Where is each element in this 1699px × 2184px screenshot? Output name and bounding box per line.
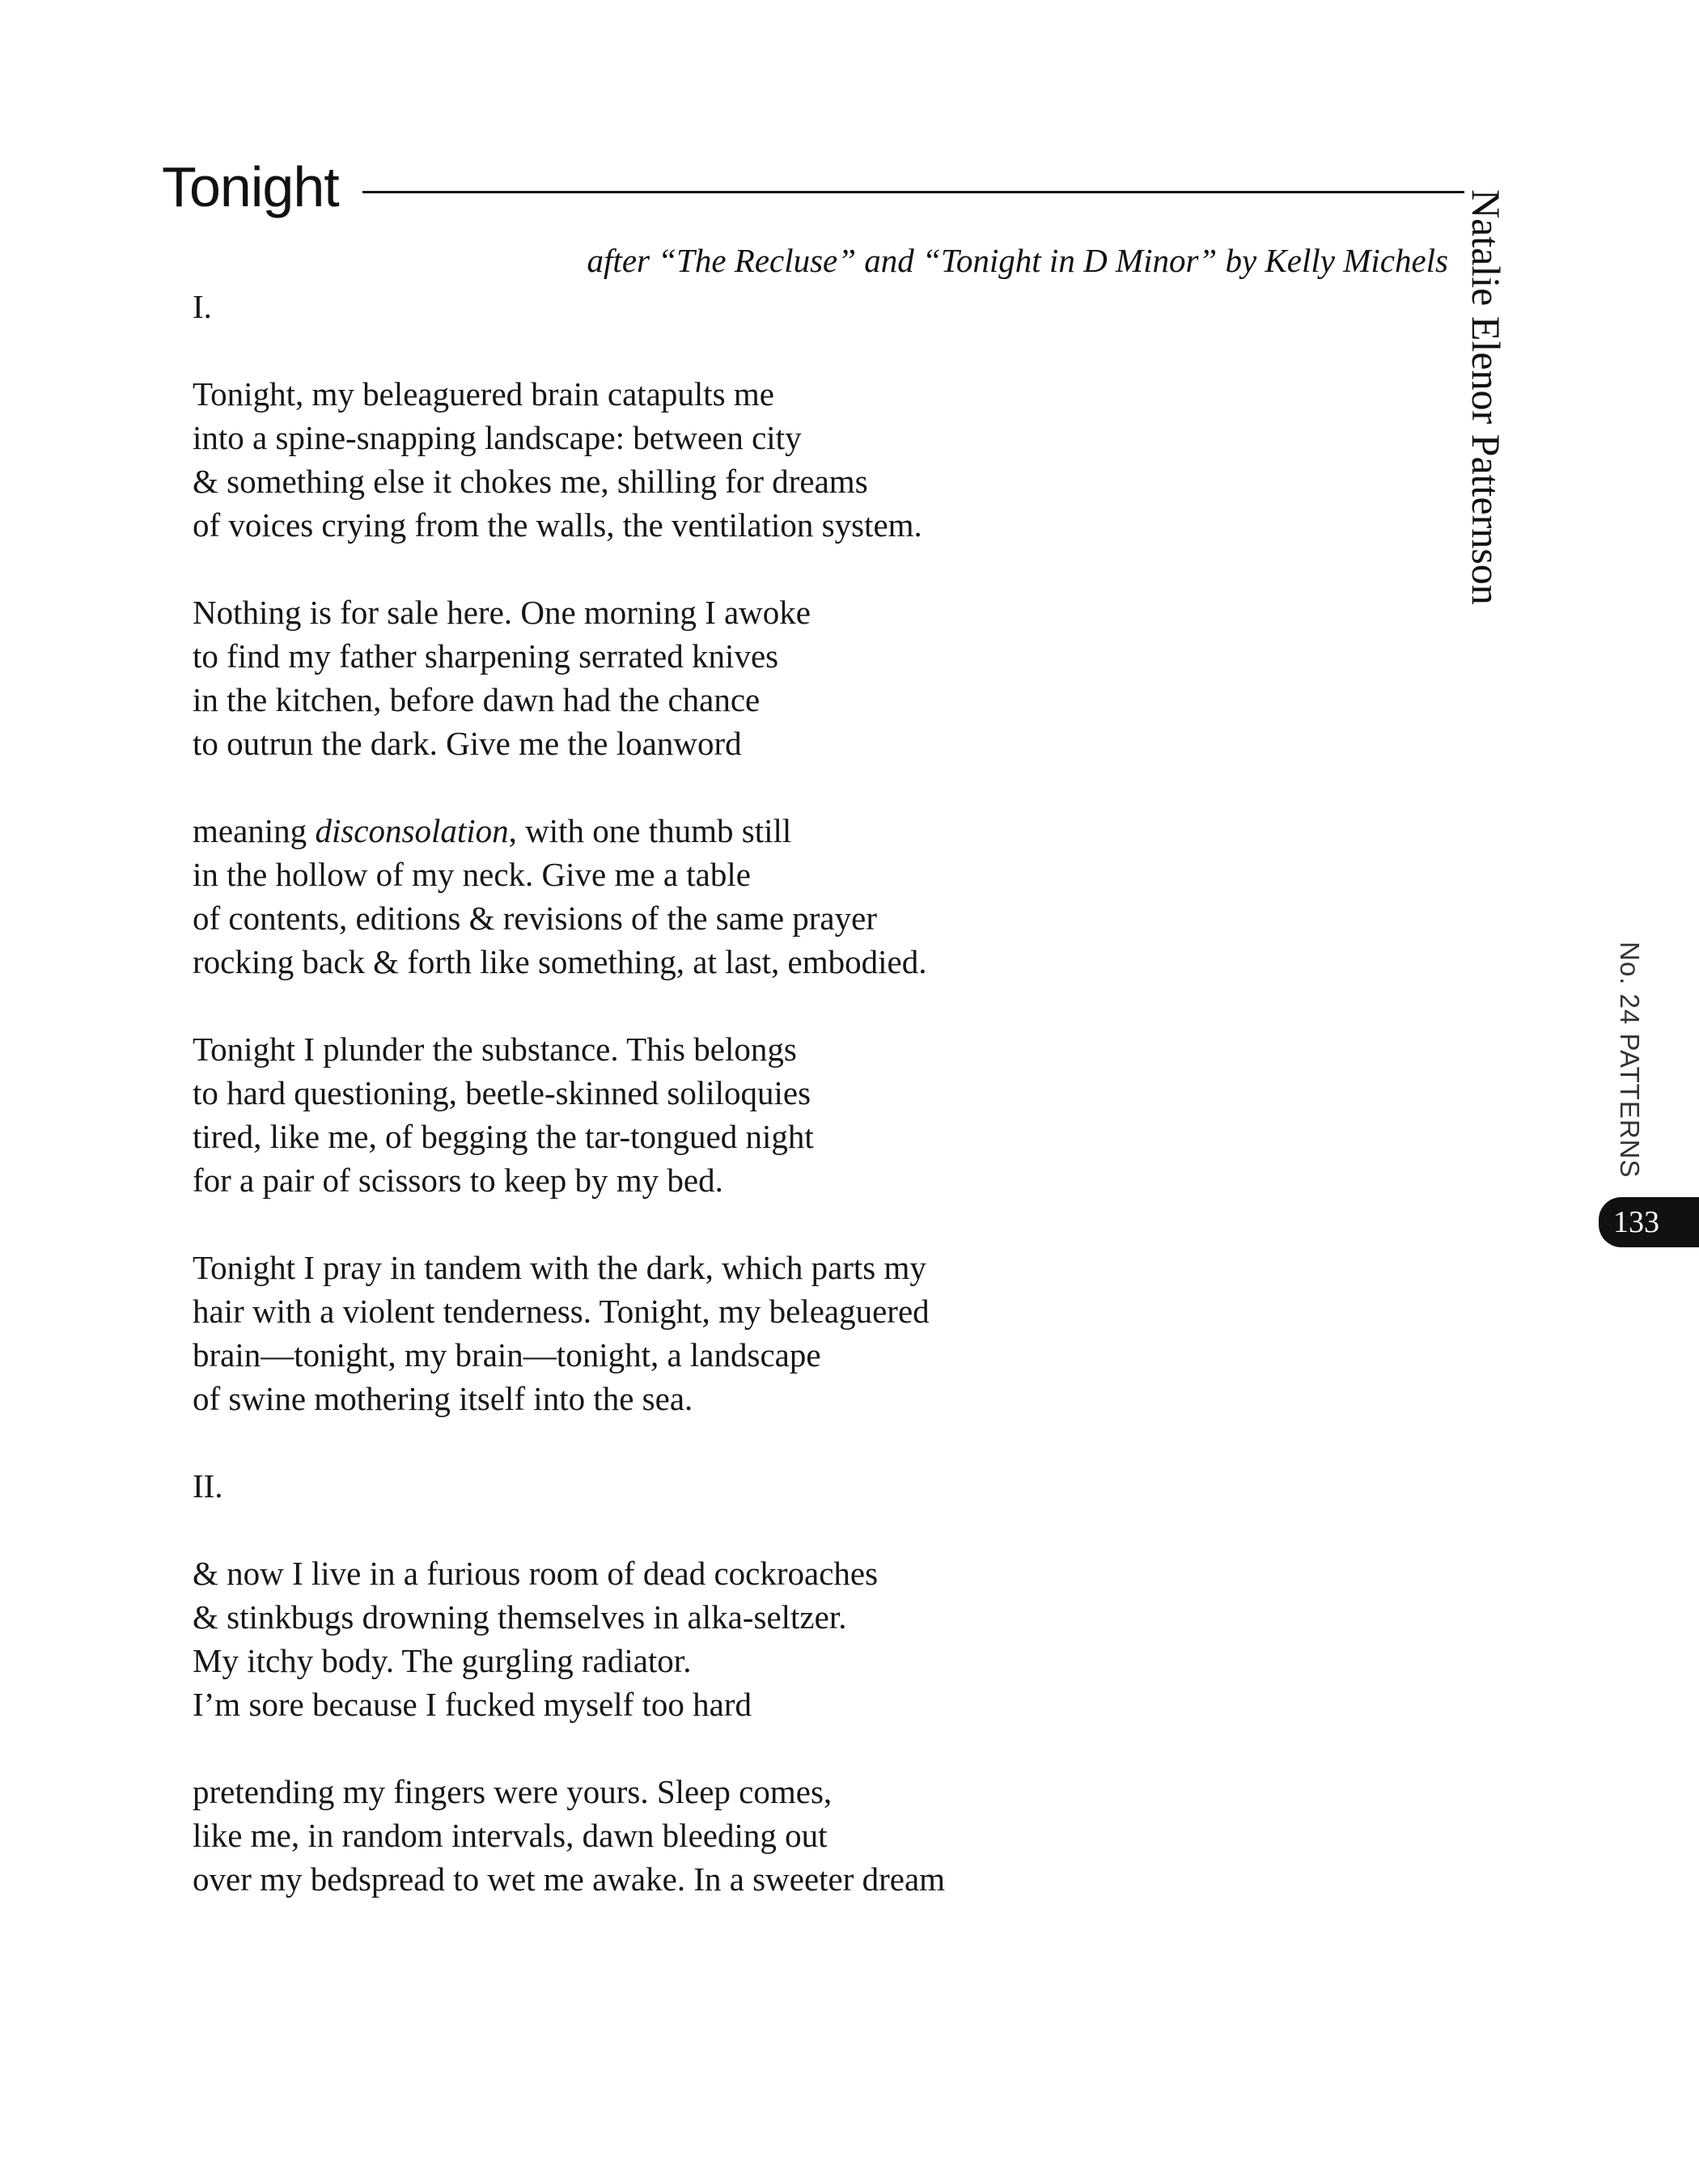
title-rule [362,191,1464,193]
poem-line: for a pair of scissors to keep by my bed. [193,1162,723,1199]
poem-line: Tonight I pray in tandem with the dark, which parts my [193,1249,926,1286]
epigraph: after “The Recluse” and “Tonight in D Minor” by Kelly Michels [587,242,1448,279]
poem-line: pretending my fingers were yours. Sleep comes, [193,1773,833,1810]
poem-line: of contents, editions & revisions of the same prayer [193,899,877,937]
author-name: Natalie Elenor Patternson [1464,189,1509,605]
poem-line: tired, like me, of begging the tar-tongued night [193,1118,814,1155]
stanza-break [193,1726,1406,1770]
poem-line: Tonight, my beleaguered brain catapults me [193,375,774,413]
poem-line: to hard questioning, beetle-skinned soliloquies [193,1074,811,1111]
issue-label: No. 24 PATTERNS [1615,942,1645,1179]
poem-line: My itchy body. The gurgling radiator. [193,1642,692,1679]
poem-line: Nothing is for sale here. One morning I awoke [193,594,811,631]
poem-line: into a spine-snapping landscape: between city [193,419,802,456]
stanza-break [193,984,1406,1027]
poem-line [193,809,1406,853]
italic-word: disconsolation [315,812,509,849]
section-heading-1: I. [193,288,212,325]
stanza-4 [193,1027,1406,1202]
stanza-5 [193,1246,1406,1420]
poem-line: brain—tonight, my brain—tonight, a landscape [193,1336,821,1373]
poem-line: over my bedspread to wet me awake. In a sweeter dream [193,1860,946,1898]
poem-line: like me, in random intervals, dawn bleeding out [193,1817,828,1854]
poem-text: , with one thumb still [508,812,792,849]
stanza-7 [193,1770,1406,1901]
stanza-break [193,547,1406,590]
poem-line: rocking back & forth like something, at last, embodied. [193,943,927,980]
poem-line: I’m sore because I fucked myself too hard [193,1686,752,1723]
poem-body [193,285,1406,1901]
poem-line: in the kitchen, before dawn had the chance [193,681,761,718]
section-heading-2: II. [193,1467,223,1505]
stanza-6 [193,1551,1406,1726]
poem-line: to outrun the dark. Give me the loanword [193,725,742,762]
poem-line: of swine mothering itself into the sea. [193,1380,693,1417]
page-number-tab: 133 [1599,1197,1699,1247]
stanza-3 [193,809,1406,984]
stanza-break [193,1420,1406,1464]
poem-line: Tonight I plunder the substance. This belongs [193,1031,797,1068]
stanza-break [193,1202,1406,1246]
poem-line: & stinkbugs drowning themselves in alka-seltzer. [193,1598,847,1636]
poem-line: in the hollow of my neck. Give me a table [193,856,751,893]
stanza-1 [193,372,1406,547]
poem-title: Tonight [162,155,339,218]
stanza-break [193,765,1406,809]
poem-line: hair with a violent tenderness. Tonight, my beleaguered [193,1293,930,1330]
poem-line: of voices crying from the walls, the ventilation system. [193,506,922,544]
poem-line: & now I live in a furious room of dead cockroaches [193,1555,879,1592]
stanza-break [193,328,1406,372]
poem-line: to find my father sharpening serrated knives [193,637,779,675]
poem-text: meaning [193,812,316,849]
stanza-break [193,1508,1406,1551]
stanza-2 [193,590,1406,765]
poem-line: & something else it chokes me, shilling for dreams [193,463,868,500]
